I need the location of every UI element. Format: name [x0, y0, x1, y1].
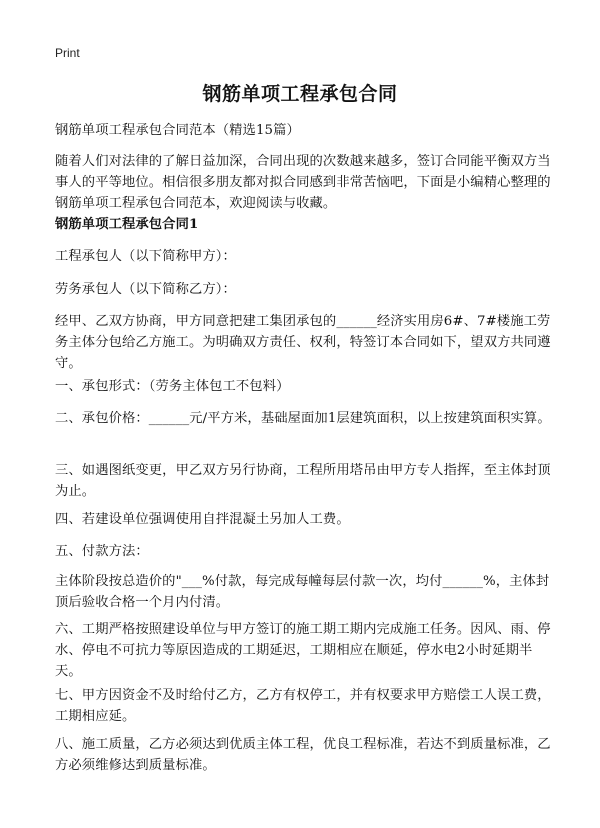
print-link[interactable]: Print: [55, 46, 80, 60]
clause-8-quality: 八、施工质量，乙方必须达到优质主体工程，优良工程标准，若达不到质量标准，乙方必须维修达到质量标准。: [55, 737, 551, 773]
party-a-line: 工程承包人（以下简称甲方）：: [55, 249, 236, 264]
document-title: 钢筋单项工程承包合同: [202, 83, 398, 105]
clause-preamble: 经甲、乙双方协商，甲方同意把建工集团承包的______经济实用房6#、7#楼施工劳务主体分包给乙方施工。为明确双方责任、权利，特签订本合同如下，望双方共同遵守。: [55, 314, 551, 371]
clause-payment-details: 主体阶段按总造价的"___%付款，每完成每幢每层付款一次，均付______%，主体封顶后验收合格一个月内付清。: [55, 574, 550, 610]
clause-1-contract-form: 一、承包形式：（劳务主体包工不包料）: [55, 379, 290, 394]
party-b-line: 劳务承包人（以下简称乙方）：: [55, 282, 236, 297]
clause-5-payment-method: 五、付款方法：: [55, 544, 149, 559]
clause-2-price: 二、承包价格：______元/平方米，基础屋面加1层建筑面积，以上按建筑面积实算。: [55, 411, 551, 426]
clause-7-funding: 七、甲方因资金不及时给付乙方，乙方有权停工，并有权要求甲方赔偿工人误工费，工期相应延。: [55, 688, 551, 724]
document-subtitle: 钢筋单项工程承包合同范本（精选15篇）: [55, 123, 300, 138]
clause-6-schedule: 六、工期严格按照建设单位与甲方签订的施工期工期内完成施工任务。因风、雨、停水、停电不可抗力等原因造成的工期延迟，工期相应在顺延，停水电2小时延期半天。: [55, 622, 551, 679]
section-heading: 钢筋单项工程承包合同1: [55, 217, 199, 232]
clause-3-drawing-changes: 三、如遇图纸变更，甲乙双方另行协商，工程所用塔吊由甲方专人指挥，至主体封顶为止。: [55, 463, 551, 499]
clause-4-concrete: 四、若建设单位强调使用自拌混凝土另加人工费。: [55, 512, 350, 527]
intro-paragraph: 随着人们对法律的了解日益加深，合同出现的次数越来越多，签订合同能平衡双方当事人的平等地位。相信很多朋友都对拟合同感到非常苦恼吧，下面是小编精心整理的钢筋单项工程承包合同范本，欢迎阅读与收藏。: [55, 154, 551, 211]
